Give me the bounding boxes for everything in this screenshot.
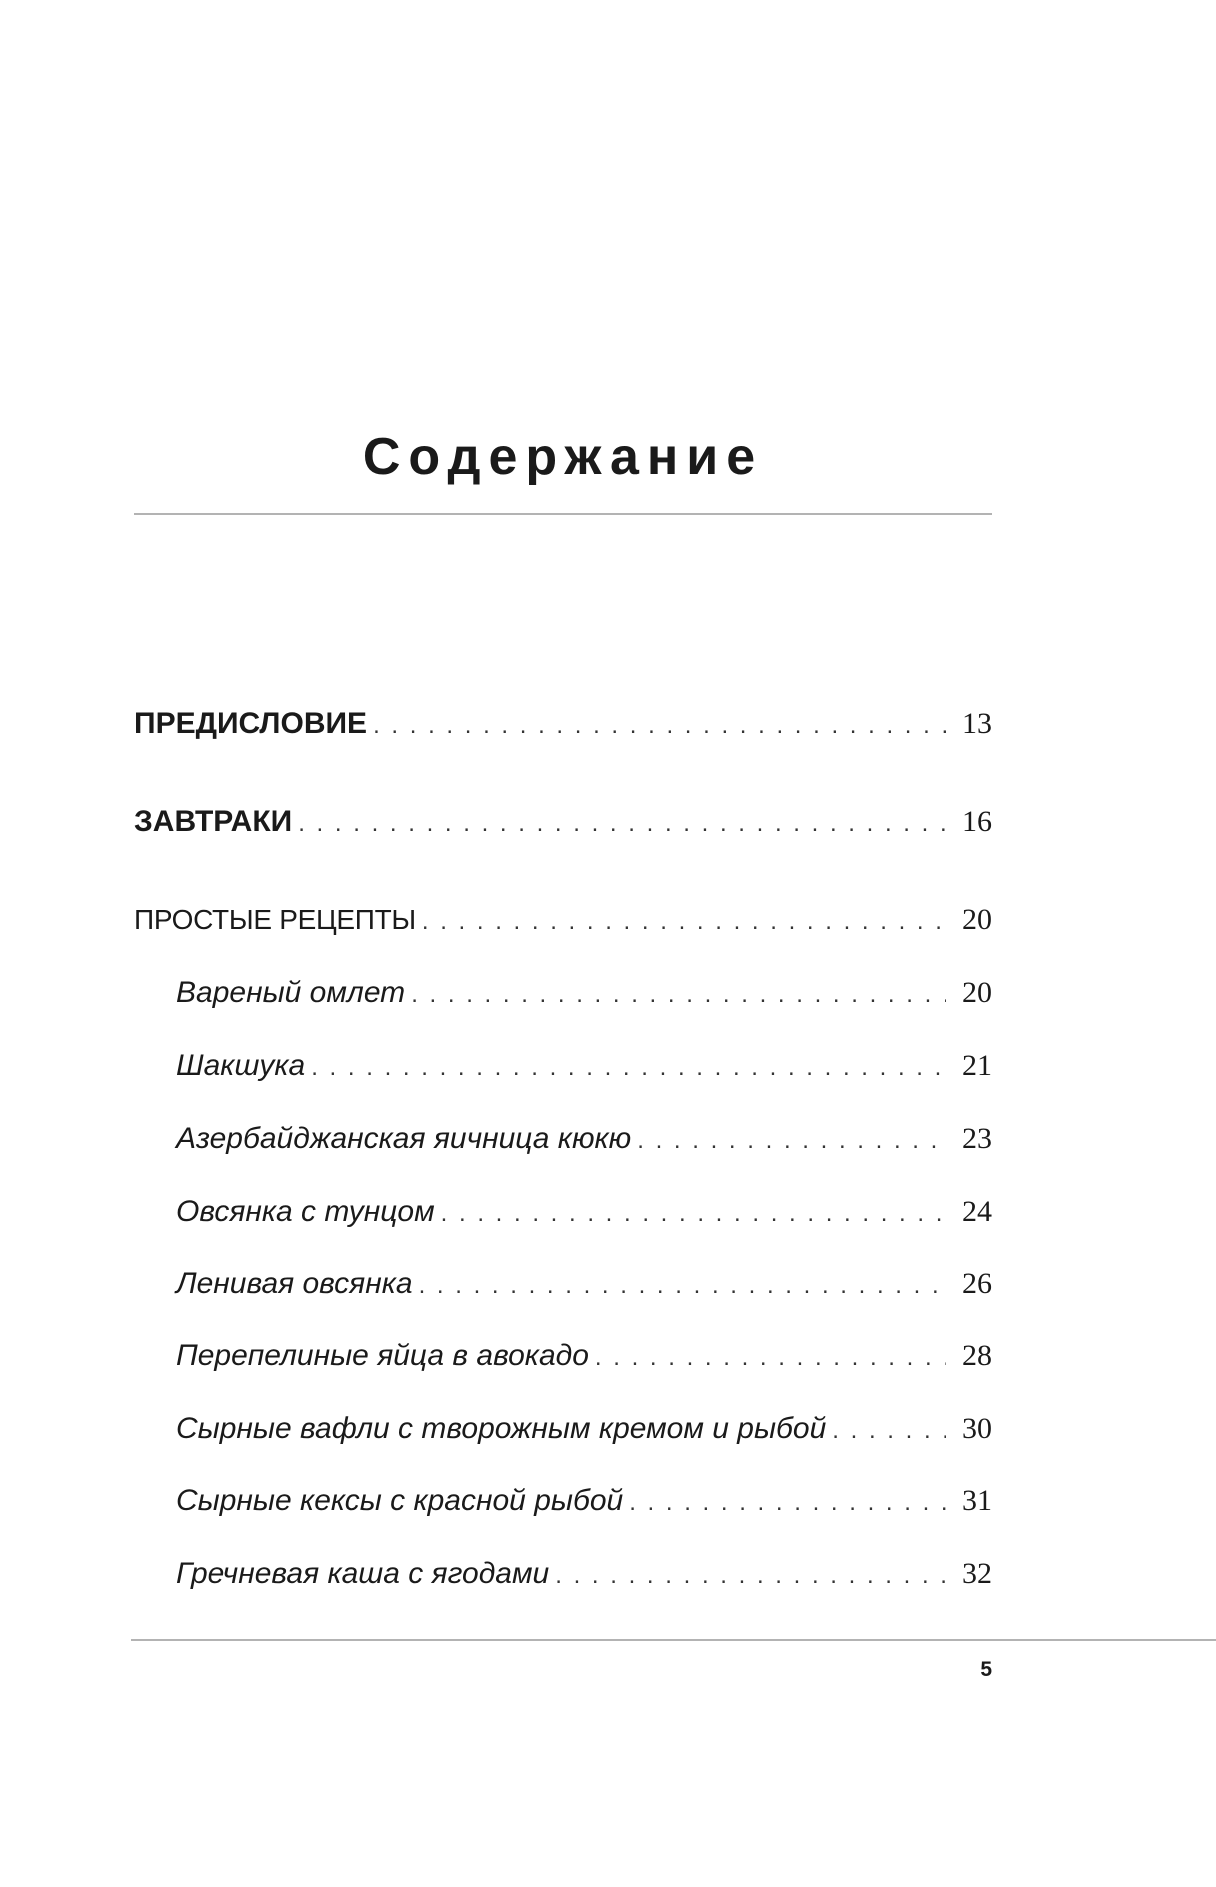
toc-entry-label: ПРОСТЫЕ РЕЦЕПТЫ: [134, 904, 416, 935]
toc-dot-leader: [832, 1409, 946, 1453]
toc-entry-page: 23: [962, 1122, 992, 1155]
toc-entry-label: Перепелиные яйца в авокадо: [176, 1339, 589, 1372]
toc-dot-leader: [422, 900, 946, 944]
toc-entry-label: ПРЕДИСЛОВИЕ: [134, 707, 368, 740]
toc-entry-page: 21: [962, 1049, 992, 1082]
toc-dot-leader: [311, 1046, 946, 1090]
toc-entry-page: 30: [962, 1412, 992, 1445]
toc-dot-leader: [441, 1192, 946, 1236]
toc-entry-preface[interactable]: [134, 702, 992, 746]
toc-dot-leader: [637, 1119, 946, 1163]
page-number: 5: [980, 1658, 992, 1681]
toc-entry-recipe[interactable]: [176, 1334, 992, 1378]
toc-entry-page: 32: [962, 1557, 992, 1590]
toc-dot-leader: [298, 802, 946, 846]
toc-entry-recipe[interactable]: [176, 1552, 992, 1596]
toc-entry-recipe[interactable]: [176, 1190, 992, 1234]
toc-entry-recipe[interactable]: [176, 1044, 992, 1088]
toc-dot-leader: [419, 1264, 946, 1308]
toc-entry-page: 31: [962, 1484, 992, 1517]
page-title: Содержание: [362, 428, 764, 486]
toc-entry-recipe[interactable]: [176, 1479, 992, 1523]
toc-entry-page: 28: [962, 1339, 992, 1372]
toc-dot-leader: [595, 1336, 946, 1380]
footer-divider: [131, 1639, 1216, 1641]
toc-entry-recipe[interactable]: [176, 1117, 992, 1161]
toc-entry-label: Шакшука: [176, 1049, 306, 1082]
toc-dot-leader: [629, 1481, 946, 1525]
toc-entry-label: Ленивая овсянка: [176, 1267, 413, 1300]
toc-entry-page: 24: [962, 1195, 992, 1228]
toc-entry-recipe[interactable]: [176, 1407, 992, 1451]
toc-entry-page: 26: [962, 1267, 992, 1300]
toc-entry-recipe[interactable]: [176, 971, 992, 1015]
toc-entry-breakfasts[interactable]: [134, 800, 992, 844]
toc-entry-label: Азербайджанская яичница кюкю: [176, 1122, 632, 1155]
toc-entry-label: ЗАВТРАКИ: [134, 805, 293, 838]
toc-entry-label: Вареный омлет: [176, 976, 406, 1009]
toc-dot-leader: [411, 973, 946, 1017]
toc-entry-page: 20: [962, 903, 992, 936]
toc-entry-label: Сырные вафли с творожным кремом и рыбой: [176, 1412, 827, 1445]
toc-entry-recipe[interactable]: [176, 1262, 992, 1306]
toc-dot-leader: [373, 704, 946, 748]
toc-entry-page: 20: [962, 976, 992, 1009]
table-of-contents: [134, 0, 992, 1887]
toc-entry-simple-recipes[interactable]: [134, 898, 992, 942]
toc-entry-page: 16: [962, 805, 992, 838]
toc-entry-page: 13: [962, 707, 992, 740]
toc-entry-label: Гречневая каша с ягодами: [176, 1557, 550, 1590]
toc-entry-label: Овсянка с тунцом: [176, 1195, 435, 1228]
toc-entry-label: Сырные кексы с красной рыбой: [176, 1484, 624, 1517]
toc-dot-leader: [555, 1554, 946, 1598]
